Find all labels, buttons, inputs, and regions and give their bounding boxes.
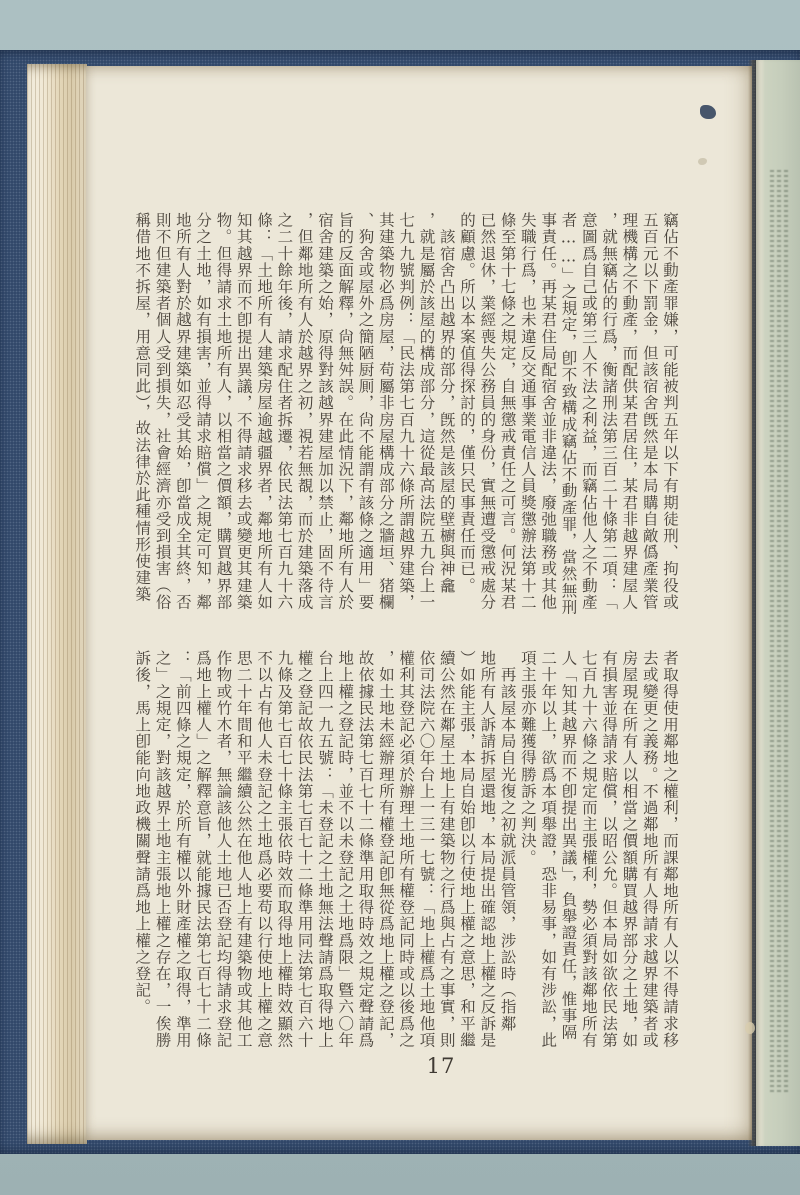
text-column: 訴後，馬上卽能向地政機關聲請爲地上權之登記。 bbox=[133, 650, 152, 1016]
text-column: 有損害並得請求賠償，以昭公允。但本局如欲依民法第 bbox=[600, 650, 619, 1049]
next-page-blurred-text bbox=[777, 170, 781, 1095]
text-column: 意圖爲自己或第三人不法之利益，而竊佔他人之不動產 bbox=[579, 212, 598, 611]
text-column: 事責任。再某君住局配宿舍並非違法，廢弛職務或其他 bbox=[539, 212, 558, 611]
text-column: 旨的反面解釋，尙無舛誤。在此情況下，鄰地所有人於 bbox=[336, 212, 355, 611]
text-column: 爲地上權人」之解釋意旨，就能據民法第七百七十二條 bbox=[194, 650, 213, 1049]
text-column: 作物或竹木者，無論該他人土地已否登記均得請求登記 bbox=[214, 650, 233, 1049]
paper-speck bbox=[745, 1022, 755, 1034]
text-column: 稱借地不拆屋，用意同此），故法律於此種情形使建築 bbox=[133, 212, 152, 603]
text-column: 之二十餘年後，請求配住者拆遷，依民法第七百九十六 bbox=[275, 212, 294, 611]
text-column: ，就無竊佔的行爲，衡諸刑法第三百二十條第二項：「 bbox=[600, 212, 619, 611]
next-page-edge bbox=[756, 60, 800, 1146]
text-column: 竊佔不動產罪嫌，可能被判五年以下有期徒刑、拘役或 bbox=[661, 212, 679, 611]
paper-speck bbox=[698, 158, 707, 165]
text-column: 地所有人訴請拆屋還地，本局提出確認地上權之反訴是 bbox=[478, 650, 497, 1049]
text-column: ：「前四條之規定，於所有權以外財產權之取得，準用 bbox=[173, 650, 192, 1049]
text-column: 九條及第七百七十條主張依時效而取得地上權時效顯然 bbox=[275, 650, 294, 1049]
text-column: 物。但得請求土地所有人，以相當之價額，購買越界部 bbox=[214, 212, 233, 611]
text-block-bottom bbox=[132, 650, 680, 1050]
text-column: 已然退休，業經喪失公務員的身份，實無遭受懲戒處分 bbox=[478, 212, 497, 611]
text-column: 再該屋本局自光復之初就派員管領，涉訟時（指鄰 bbox=[498, 650, 517, 1032]
fore-edge-pages bbox=[27, 64, 87, 1144]
text-column: 續公然在鄰屋土地上有建築物之行爲與占有之事實，則 bbox=[437, 650, 456, 1049]
text-column: ，就是屬於該屋的構成部分，這從最高法院五九台上一 bbox=[417, 212, 436, 611]
text-column: 失職行爲，也未違反交通事業電信人員獎懲辦法第十二 bbox=[518, 212, 537, 611]
text-column: ）如能主張，本局自始卽以行使地上權之意思，和平繼 bbox=[458, 650, 477, 1049]
cover-paper-scrap bbox=[700, 105, 716, 119]
text-column: 房屋現在所有人以相當之價額購買越界部分之土地，如 bbox=[620, 650, 639, 1049]
text-column: 的顧慮。所以本案值得探討的，僅只民事責任而已。 bbox=[458, 212, 477, 594]
next-page-blurred-text bbox=[770, 170, 774, 1095]
text-column: 、狗舍或屋外之簡陋厨厠，尙不能謂有該條之適用」要 bbox=[356, 212, 375, 611]
text-column: 人「知其越界而不卽提出異議」，負舉證責任，惟事隔 bbox=[559, 650, 578, 1041]
text-column: 二十年以上，欲爲本項舉證，恐非易事，如有涉訟，此 bbox=[539, 650, 558, 1049]
text-column: 者取得使用鄰地之權利，而課鄰地所有人以不得請求移 bbox=[661, 650, 679, 1049]
text-column: 七百九十六條之規定而主張權利，勢必須對該鄰地所有 bbox=[579, 650, 598, 1049]
text-block-top bbox=[132, 212, 680, 616]
text-column: 依司法院六〇年台上一三一七號：「地上權爲土地他項 bbox=[417, 650, 436, 1049]
text-column: 其建築物必爲房屋，苟屬非房屋構成部分之牆垣、猪欄 bbox=[376, 212, 395, 611]
text-column: 理機構之不動產，而配供某君居住，某君非越界建屋人 bbox=[620, 212, 639, 611]
text-column: ，如土地未經辦理所有權登記卽無從爲地上權之登記， bbox=[376, 650, 395, 1049]
page-number: 17 bbox=[426, 1054, 456, 1078]
text-column: 項主張亦難獲得勝訴之判決。 bbox=[518, 650, 537, 866]
text-column: 條至第十七條之規定，自無懲戒責任之可言。何況某君 bbox=[498, 212, 517, 611]
text-column: 權之登記故依民法第七百七十二條準用同法第七百六十 bbox=[295, 650, 314, 1049]
text-column: 則不但建築者個人受到損失，社會經濟亦受到損害（俗 bbox=[153, 212, 172, 611]
text-column: 台上四一九五號：「未登記之土地無法聲請爲取得地上 bbox=[315, 650, 334, 1049]
page-gutter-crease bbox=[748, 60, 756, 1146]
text-column: 者……」之規定，卽不致構成竊佔不動產罪，當然無刑 bbox=[559, 212, 578, 616]
text-column: 該宿舍凸出越界的部分，旣然是該屋的壁櫥與神龕 bbox=[437, 212, 456, 594]
text-column: 五百元以下罰金，但該宿舍旣然是本局購自敵僞產業管 bbox=[640, 212, 659, 611]
text-column: 去或變更之義務。不過鄰地所有人得請求越界建築者或 bbox=[640, 650, 659, 1049]
text-column: ，但鄰地所有人於越界之初，視若無覩，而於建築落成 bbox=[295, 212, 314, 611]
text-column: 知其越界而不卽提出異議，不得請求移去或變更其建築 bbox=[234, 212, 253, 611]
text-column: 之」之規定，對該越界土地主張地上權之存在，一俟勝 bbox=[153, 650, 172, 1049]
text-column: 思二十年間和平繼續公然在他人地上有建築物或其他工 bbox=[234, 650, 253, 1049]
text-column: 權利其登記必須於辦理土地所有權登記同時或以後爲之 bbox=[397, 650, 416, 1049]
text-column: 不以占有他人未登記之土地爲必要苟以行使地上權之意 bbox=[255, 650, 274, 1049]
next-page-blurred-text bbox=[784, 170, 788, 1095]
text-column: 故依據民法第七百七十二條準用取得時效之規定聲請爲 bbox=[356, 650, 375, 1049]
book-page bbox=[86, 66, 752, 1140]
text-column: 地上權之登記時，並不以未登記之土地爲限」曁六〇年 bbox=[336, 650, 355, 1049]
text-column: 分之土地，如有損害，並得請求賠償」之規定可知，鄰 bbox=[194, 212, 213, 611]
text-column: 條：「土地所有人建築房屋逾越疆界者，鄰地所有人如 bbox=[255, 212, 274, 611]
text-column: 七九九號判例：「民法第七百九十六條所謂越界建築， bbox=[397, 212, 416, 611]
text-column: 宿舍建築之始，原得對該越界建屋加以禁止，固不待言 bbox=[315, 212, 334, 611]
text-column: 地所有人對於越界建築如忍受其始，卽當成全其終，否 bbox=[173, 212, 192, 611]
